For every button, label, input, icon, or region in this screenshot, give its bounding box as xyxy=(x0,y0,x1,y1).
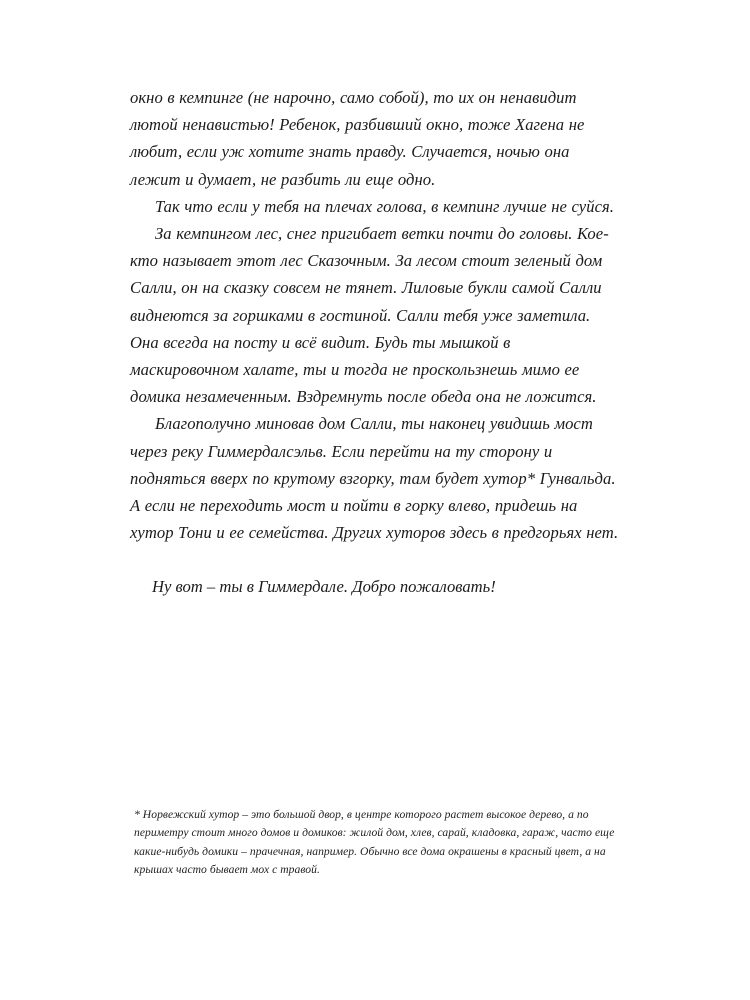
paragraph-1: окно в кемпинге (не нарочно, само собой), то их он ненавидит лютой ненавистью! Ребенок, разбивший окно, тоже Хагена не любит, если уж хотите знать правду. Случается, ночью она лежит и думает, не разбить ли еще одно. xyxy=(130,88,585,189)
paragraph-2: Так что если у тебя на плечах голова, в кемпинг лучше не суйся. xyxy=(155,196,614,216)
paragraph-4: Благополучно миновав дом Салли, ты наконец увидишь мост через реку Гиммердалсэльв. Если перейти на ту сторону и подняться вверх по крутому взгорку, там будет хутор* Гунвальда. А если не переходить мост и пойти в горку влево, придешь на хутор Тони и ее семейства. Других хуторов здесь в предгорьях нет. xyxy=(130,414,619,543)
closing-line: Ну вот – ты в Гиммердале. Добро пожаловать! xyxy=(152,577,496,597)
main-text-block xyxy=(130,84,622,601)
paragraph-3: За кемпингом лес, снег пригибает ветки почти до головы. Кое-кто называет этот лес Сказочным. За лесом стоит зеленый дом Салли, он на сказку совсем не тянет. Лиловые букли самой Салли виднеются за горшками в гостиной. Салли тебя уже заметила. Она всегда на посту и всё видит. Будь ты мышкой в маскировочном халате, ты и тогда не проскользнешь мимо ее домика незамеченным. Вздремнуть после обеда она не ложится. xyxy=(130,224,609,407)
footnote-text: * Норвежский хутор – это большой двор, в центре которого растет высокое дерево, а по периметру стоит много домов и домиков: жилой дом, хлев, сарай, кладовка, гараж, часто еще какие-нибудь домики – прачечная, например. Обычно все дома окрашены в красный цвет, а на крышах часто бывает мох с травой. xyxy=(134,808,615,877)
footnote-block xyxy=(134,806,626,880)
